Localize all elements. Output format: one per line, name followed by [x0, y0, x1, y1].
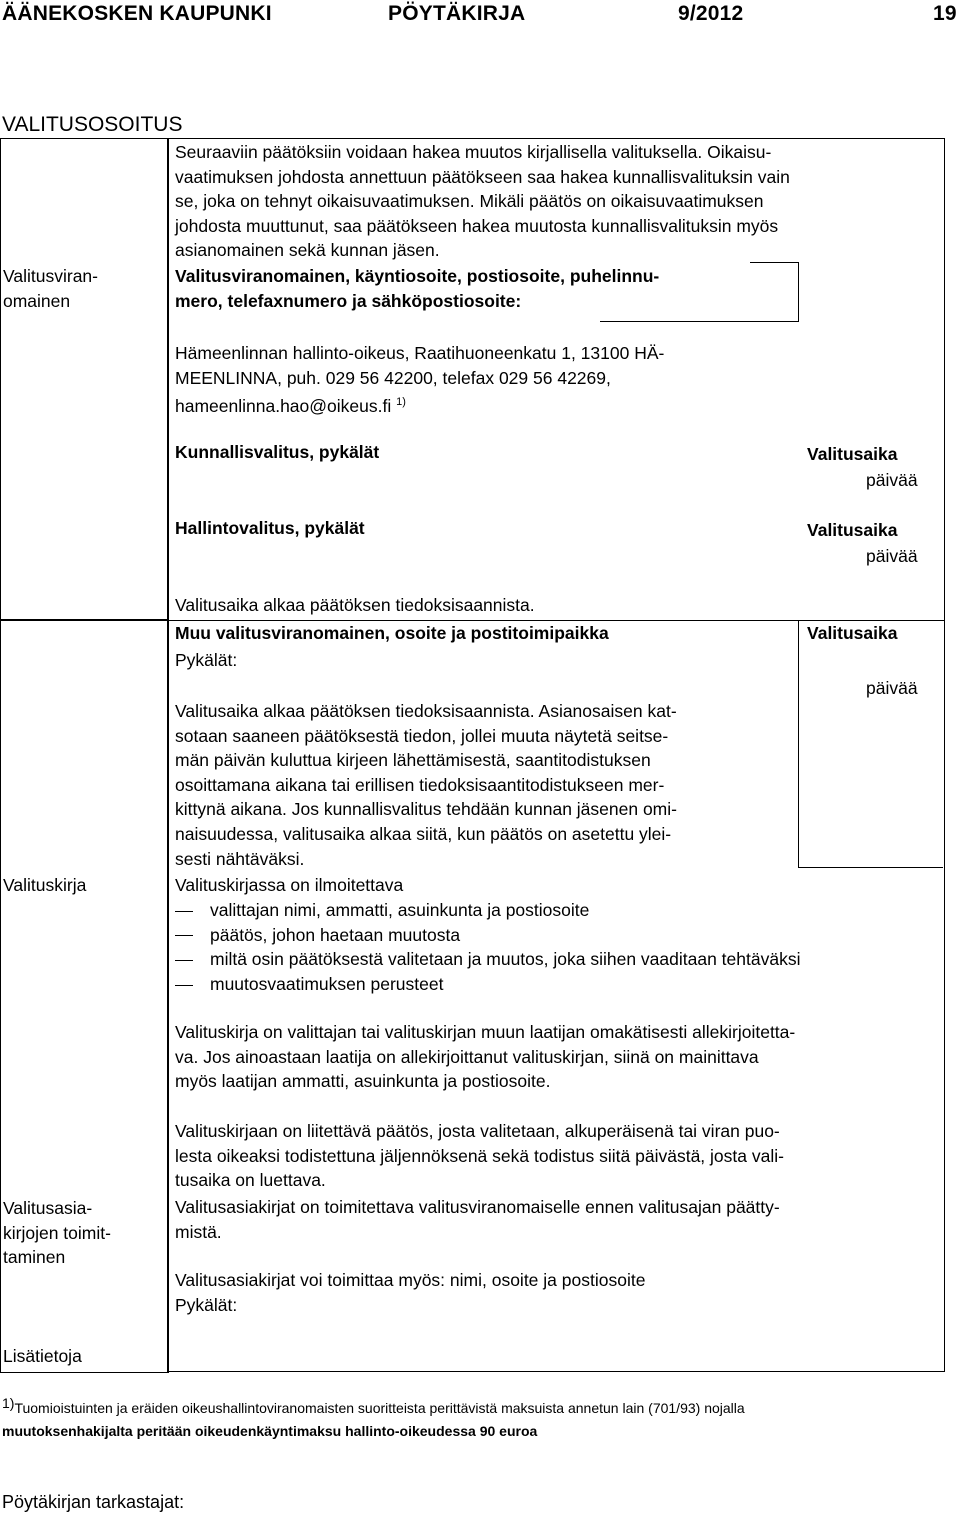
label-documents: Valitusasia- kirjojen toimit- taminen	[3, 1198, 111, 1268]
days-label-2: päivää	[866, 546, 918, 566]
municipal-appeal-heading: Kunnallisvalitus, pykälät	[175, 442, 380, 462]
footnote-line-1: $^{1)}$Tuomioistuinten ja eräiden oikeushallintoviranomaisten suoritteista perittävistä maksuista annetun lain (701/93) nojalla	[2, 1395, 745, 1416]
dash-icon	[175, 960, 193, 961]
authority-box-right	[798, 262, 799, 322]
attachments-paragraph: Valituskirjaan on liitettävä päätös, josta valitetaan, alkuperäisenä tai viran puo- lesta oikeaksi todistettuna jäljennöksenä sekä todistus siitä päivästä, josta vali- tusaika on luettava.	[175, 1121, 784, 1191]
dash-icon	[175, 985, 193, 986]
appeal-time-box-right	[798, 620, 799, 868]
list-item: valittajan nimi, ammatti, asuinkunta ja postiosoite	[175, 898, 800, 923]
document-type: PÖYTÄKIRJA	[388, 2, 526, 25]
list-item: muutosvaatimuksen perusteet	[175, 972, 800, 997]
authority-heading: Valitusviranomainen, käyntiosoite, postiosoite, puhelinnu- mero, telefaxnumero ja sähköpostiosoite:	[175, 266, 660, 311]
delivery-alternative: Valitusasiakirjat voi toimittaa myös: nimi, osoite ja postiosoite	[175, 1270, 646, 1290]
appeal-time-label-2: Valitusaika	[807, 520, 898, 540]
appeal-letter-intro: Valituskirjassa on ilmoitettava	[175, 875, 404, 895]
admin-appeal-heading: Hallintovalitus, pykälät	[175, 518, 365, 538]
appeal-time-label-3: Valitusaika	[807, 623, 898, 643]
section-title: VALITUSOSOITUS	[2, 113, 183, 136]
intro-paragraph: Seuraaviin päätöksiin voidaan hakea muutos kirjallisella valituksella. Oikaisu- vaatimuksen johdosta annettuun päätökseen saa hakea kunnallisvalituksin vain se, joka on tehnyt oikaisuvaatimuksen. Mikäli päätös on oikaisuvaatimuksen johdosta muuttunut, saa päätökseen hakea muutosta kunnallisvalituksin myös asianomainen sekä kunnan jäsen.	[175, 142, 790, 261]
list-item: päätös, johon haetaan muutosta	[175, 923, 800, 948]
delivery-paragraph: Valitusasiakirjat on toimitettava valitusviranomaiselle ennen valitusajan päätty- mistä.	[175, 1197, 780, 1242]
days-label-3: päivää	[866, 678, 918, 698]
reviewers-label: Pöytäkirjan tarkastajat:	[2, 1492, 185, 1512]
footnote-line-2: muutoksenhakijalta peritään oikeudenkäyntimaksu hallinto-oikeudessa 90 euroa	[2, 1423, 538, 1439]
dash-icon	[175, 911, 193, 912]
org-name: ÄÄNEKOSKEN KAUPUNKI	[2, 2, 272, 25]
appeal-time-paragraph: Valitusaika alkaa päätöksen tiedoksisaannista. Asianosaisen kat- sotaan saaneen päätöksestä tiedon, jollei muuta näytetä seitse- män päivän kuluttua kirjeen lähettämisestä, saantitodistuksen osoittamana aikana tai erillisen tiedoksisaantitodistukseen mer- kittynä aikana. Jos kunnallisvalitus tehdään kunnan jäsenen omi- naisuudessa, valitusaika alkaa siitä, kun päätös on asetettu ylei- sesti nähtäväksi.	[175, 701, 677, 869]
page-number: 19	[933, 2, 957, 25]
days-label-1: päivää	[866, 470, 918, 490]
dash-icon	[175, 935, 193, 936]
label-more-info: Lisätietoja	[3, 1346, 82, 1366]
meeting-number: 9/2012	[678, 2, 744, 25]
list-item: miltä osin päätöksestä valitetaan ja muutos, joka siihen vaaditaan tehtäväksi	[175, 947, 800, 972]
appeal-time-start: Valitusaika alkaa päätöksen tiedoksisaannista.	[175, 595, 535, 615]
other-authority-heading: Muu valitusviranomainen, osoite ja postitoimipaikka	[175, 623, 609, 643]
authority-box-bottom	[600, 321, 798, 322]
label-authority: Valitusviran- omainen	[3, 266, 98, 311]
footnote-mark: 1)	[396, 396, 406, 409]
court-address: Hämeenlinnan hallinto-oikeus, Raatihuoneenkatu 1, 13100 HÄ- MEENLINNA, puh. 029 56 42200, telefax 029 56 42269, hameenlinna.hao@oikeus.fi $^{1)}$	[175, 343, 665, 417]
appeal-letter-list	[175, 898, 800, 996]
sections-label-2: Pykälät:	[175, 1295, 238, 1315]
appeal-time-box-bottom	[798, 867, 943, 868]
left-frame-top	[0, 138, 169, 621]
appeal-time-label-1: Valitusaika	[807, 444, 898, 464]
signature-paragraph: Valituskirja on valittajan tai valituskirjan muun laatijan omakätisesti allekirjoitetta- va. Jos ainoastaan laatija on allekirjoittanut valituskirjan, siinä on mainittava myös laatijan ammatti, asuinkunta ja postiosoite.	[175, 1022, 796, 1092]
label-appeal-letter: Valituskirja	[3, 875, 87, 895]
sections-label-1: Pykälät:	[175, 650, 238, 670]
